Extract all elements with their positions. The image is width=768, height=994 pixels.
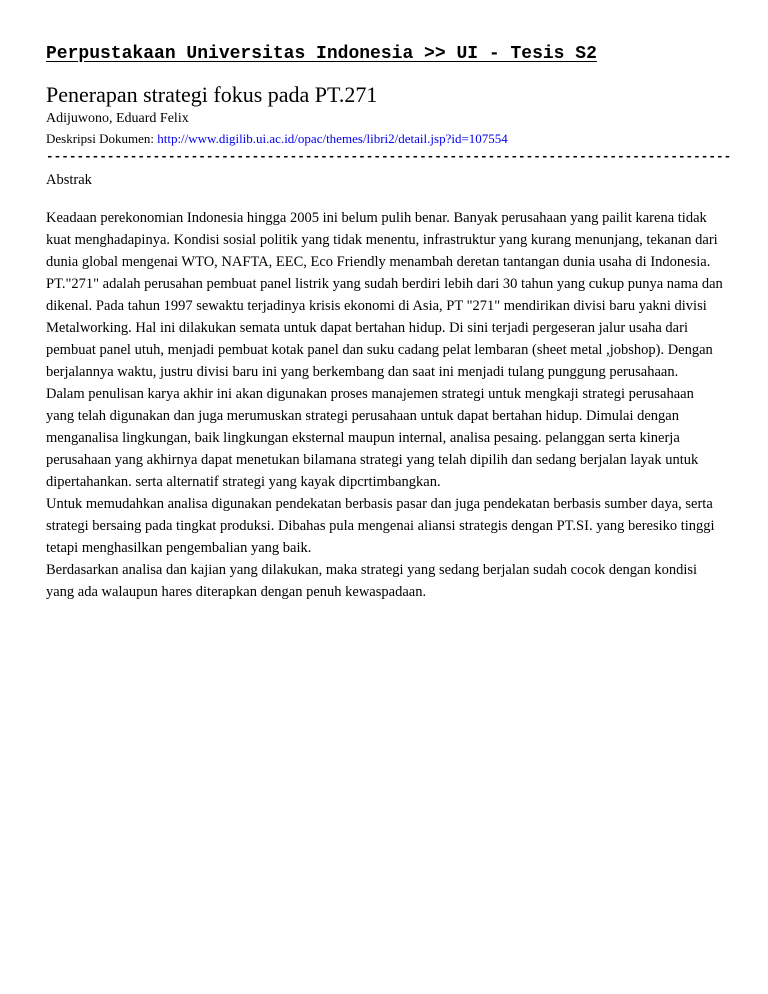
dashed-separator: ------------------------------------------------------------------------------------------ — [46, 150, 732, 164]
abstract-paragraph: PT."271" adalah perusahan pembuat panel listrik yang sudah berdiri lebih dari 30 tahun yang cukup punya nama dan dikenal. Pada tahun 1997 sewaktu terjadinya krisis ekonomi di Asia, PT "271" mendirikan divisi baru yakni divisi Metalworking. Hal ini dilakukan semata untuk dapat bertahan hidup. Di sini terjadi pergeseran jalur usaha dari pembuat panel utuh, menjadi pembuat kotak panel dan suku cadang pelat lembaran (sheet metal ,jobshop). Dengan berjalannya waktu, justru divisi baru ini yang berkembang dan saat ini menjadi tulang punggung perusahaan. — [46, 276, 723, 380]
abstract-paragraph: Untuk memudahkan analisa digunakan pendekatan berbasis pasar dan juga pendekatan berbasis sumber daya, serta strategi bersaing pada tingkat produksi. Dibahas pula mengenai aliansi strategis dengan PT.SI. yang beresiko tinggi tetapi menghasilkan pengembalian yang baik. — [46, 496, 715, 556]
abstract-paragraph: Keadaan perekonomian Indonesia hingga 2005 ini belum pulih benar. Banyak perusahaan yang pailit karena tidak kuat menghadapinya. Kondisi sosial politik yang tidak menentu, infrastruktur yang kurang menunjang, tekanan dari dunia global mengenai WTO, NAFTA, EEC, Eco Friendly menambah deretan tantangan dunia usaha di Indonesia. — [46, 210, 718, 270]
author-name: Adijuwono, Eduard Felix — [46, 111, 189, 126]
breadcrumb: Perpustakaan Universitas Indonesia >> UI - Tesis S2 — [46, 44, 597, 64]
document-description-line — [46, 130, 722, 147]
abstract-text — [46, 207, 724, 603]
abstract-paragraph: Berdasarkan analisa dan kajian yang dilakukan, maka strategi yang sedang berjalan sudah cocok dengan kondisi yang ada walaupun hares diterapkan dengan penuh kewaspadaan. — [46, 562, 698, 600]
description-label: Deskripsi Dokumen: — [46, 131, 158, 146]
abstract-label: Abstrak — [46, 172, 92, 188]
abstract-paragraph: Dalam penulisan karya akhir ini akan digunakan proses manajemen strategi untuk mengkaji strategi perusahaan yang telah digunakan dan juga merumuskan strategi perusahaan untuk dapat bertahan hidup. Dimulai dengan menganalisa lingkungan, baik lingkungan eksternal maupun internal, analisa pesaing. pelanggan serta kinerja perusahaan yang akhirnya dapat menetukan bilamana strategi yang telah dipilih dan sedang berjalan layak untuk dipertahankan. serta alternatif strategi yang kayak dipcrtimbangkan. — [46, 386, 699, 490]
page-title: Penerapan strategi fokus pada PT.271 — [46, 82, 378, 107]
document-detail-link[interactable]: http://www.digilib.ui.ac.id/opac/themes/libri2/detail.jsp?id=107554 — [157, 131, 508, 146]
